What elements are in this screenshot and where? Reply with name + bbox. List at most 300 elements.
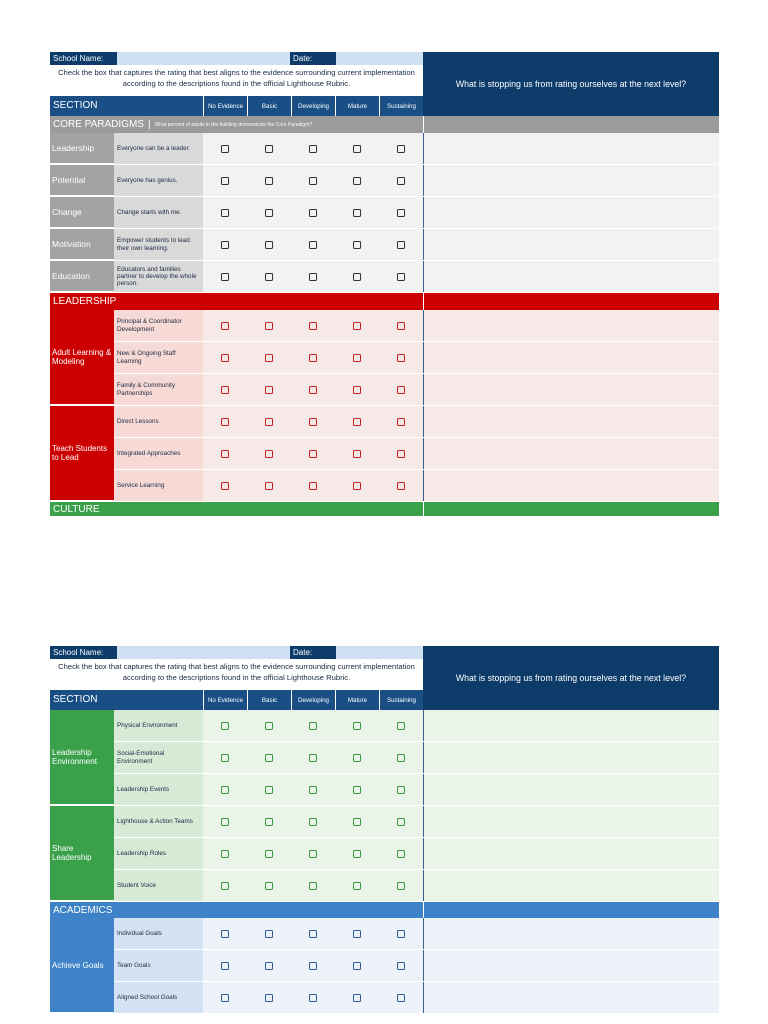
rating-checkbox-sustaining[interactable] [397,882,405,890]
checkbox-cell-mature [335,133,379,164]
rubric-row [114,806,719,838]
rating-checkbox-mature[interactable] [353,994,361,1002]
checkbox-cell-basic [247,710,291,741]
checkbox-cell-sustaining [379,870,423,901]
category-group [50,918,719,1014]
checkbox-cell-developing [291,774,335,805]
response-cell[interactable] [423,838,719,869]
column-header-row [50,96,719,116]
row-description: Integrated Approaches [114,438,203,469]
row-description: Principal & Coordinator Development [114,310,203,341]
rating-checkbox-mature[interactable] [353,882,361,890]
rating-checkbox-no-evidence[interactable] [221,386,229,394]
core-paradigm-rows [114,165,719,197]
rating-checkbox-sustaining[interactable] [397,482,405,490]
rating-checkbox-sustaining[interactable] [397,354,405,362]
rating-checkbox-mature[interactable] [353,786,361,794]
rating-checkbox-sustaining[interactable] [397,786,405,794]
academics-groups [50,918,719,1014]
rating-checkbox-basic[interactable] [265,145,273,153]
checkbox-cell-basic [247,229,291,260]
checkbox-cell-no-evidence [203,133,247,164]
core-paradigm-rows [114,261,719,293]
rubric-row [114,918,719,950]
rating-checkbox-no-evidence[interactable] [221,722,229,730]
rating-checkbox-developing[interactable] [309,930,317,938]
checkbox-cell-sustaining [379,918,423,949]
response-cell[interactable] [423,870,719,901]
date-field[interactable] [336,646,423,659]
rating-checkbox-developing[interactable] [309,177,317,185]
checkbox-cell-developing [291,229,335,260]
checkbox-cell-basic [247,165,291,196]
row-description: Empower students to lead their own learning. [114,229,203,260]
rating-checkbox-mature[interactable] [353,930,361,938]
category-group [50,406,719,502]
rating-checkbox-basic[interactable] [265,177,273,185]
rating-checkbox-mature[interactable] [353,354,361,362]
school-name-label: School Name: [50,646,117,659]
rating-checkbox-basic[interactable] [265,209,273,217]
culture-groups [50,710,719,902]
rating-checkbox-sustaining[interactable] [397,386,405,394]
response-cell[interactable] [423,710,719,741]
checkbox-cell-mature [335,838,379,869]
response-cell[interactable] [423,229,719,260]
leadership-title: LEADERSHIP [53,296,117,307]
checkbox-cell-no-evidence [203,438,247,469]
school-name-field[interactable] [117,646,290,659]
rating-checkbox-no-evidence[interactable] [221,754,229,762]
rating-checkbox-mature[interactable] [353,418,361,426]
response-cell[interactable] [423,742,719,773]
checkbox-cell-developing [291,261,335,292]
rating-checkbox-developing[interactable] [309,322,317,330]
date-label: Date: [290,52,336,65]
rating-checkbox-basic[interactable] [265,482,273,490]
rating-checkbox-basic[interactable] [265,882,273,890]
checkbox-cell-basic [247,950,291,981]
checkbox-cell-sustaining [379,165,423,196]
checkbox-cell-sustaining [379,470,423,501]
rating-header-no-evidence: No Evidence [203,96,247,116]
checkbox-cell-no-evidence [203,374,247,405]
row-description: Lighthouse & Action Teams [114,806,203,837]
rating-checkbox-basic[interactable] [265,962,273,970]
response-cell[interactable] [423,470,719,501]
rating-checkbox-developing[interactable] [309,241,317,249]
school-name-field[interactable] [117,52,290,65]
rating-checkbox-sustaining[interactable] [397,177,405,185]
rating-checkbox-developing[interactable] [309,386,317,394]
response-cell[interactable] [423,197,719,228]
checkbox-cell-developing [291,165,335,196]
rating-checkbox-mature[interactable] [353,962,361,970]
row-description: Family & Community Partnerships [114,374,203,405]
rating-checkbox-no-evidence[interactable] [221,850,229,858]
rating-checkbox-no-evidence[interactable] [221,818,229,826]
rating-checkbox-no-evidence[interactable] [221,994,229,1002]
category-rows [114,310,719,406]
rating-checkbox-basic[interactable] [265,818,273,826]
checkbox-cell-no-evidence [203,918,247,949]
checkbox-cell-basic [247,133,291,164]
checkbox-cell-basic [247,438,291,469]
rating-checkbox-sustaining[interactable] [397,273,405,281]
rating-header-no-evidence: No Evidence [203,690,247,710]
checkbox-cell-mature [335,438,379,469]
checkbox-cell-developing [291,982,335,1013]
rating-checkbox-basic[interactable] [265,418,273,426]
rating-checkbox-no-evidence[interactable] [221,209,229,217]
rubric-header [50,52,719,96]
checkbox-cell-mature [335,918,379,949]
checkbox-cell-basic [247,470,291,501]
rubric-row [114,342,719,374]
rating-checkbox-mature[interactable] [353,241,361,249]
checkbox-cell-sustaining [379,197,423,228]
checkbox-cell-basic [247,197,291,228]
rating-checkbox-mature[interactable] [353,722,361,730]
category-rows [114,710,719,806]
rating-checkbox-developing[interactable] [309,722,317,730]
checkbox-cell-sustaining [379,229,423,260]
core-paradigm-label: Motivation [50,229,114,261]
row-description: Service Learning [114,470,203,501]
rating-checkbox-mature[interactable] [353,177,361,185]
rating-checkbox-sustaining[interactable] [397,145,405,153]
rating-checkbox-sustaining[interactable] [397,818,405,826]
school-name-label: School Name: [50,52,117,65]
rubric-row [114,470,719,502]
instructions-text: Check the box that captures the rating that best aligns to the evidence surrounding current implementation according to the descriptions found in the official Lighthouse Rubric. [58,662,415,682]
checkbox-cell-no-evidence [203,470,247,501]
response-cell[interactable] [423,806,719,837]
rating-checkbox-developing[interactable] [309,418,317,426]
checkbox-cell-mature [335,950,379,981]
rating-checkbox-mature[interactable] [353,145,361,153]
checkbox-cell-no-evidence [203,342,247,373]
checkbox-cell-no-evidence [203,950,247,981]
checkbox-cell-no-evidence [203,229,247,260]
rating-header-sustaining: Sustaining [379,690,423,710]
checkbox-cell-sustaining [379,838,423,869]
rating-checkbox-no-evidence[interactable] [221,241,229,249]
checkbox-cell-sustaining [379,438,423,469]
rating-checkbox-developing[interactable] [309,754,317,762]
rating-checkbox-sustaining[interactable] [397,962,405,970]
checkbox-cell-mature [335,806,379,837]
checkbox-cell-developing [291,470,335,501]
checkbox-cell-mature [335,774,379,805]
rating-checkbox-sustaining[interactable] [397,994,405,1002]
rating-checkbox-no-evidence[interactable] [221,177,229,185]
rating-checkbox-sustaining[interactable] [397,450,405,458]
rating-checkbox-no-evidence[interactable] [221,450,229,458]
checkbox-cell-mature [335,197,379,228]
core-paradigm-group [50,261,719,293]
rubric-row [114,310,719,342]
rating-checkbox-developing[interactable] [309,354,317,362]
rating-checkbox-no-evidence[interactable] [221,354,229,362]
response-cell[interactable] [423,918,719,949]
checkbox-cell-basic [247,918,291,949]
core-paradigm-rows [114,197,719,229]
checkbox-cell-no-evidence [203,261,247,292]
checkbox-cell-mature [335,342,379,373]
checkbox-cell-no-evidence [203,870,247,901]
checkbox-cell-mature [335,229,379,260]
rating-checkbox-developing[interactable] [309,209,317,217]
checkbox-cell-basic [247,261,291,292]
row-description: Change starts with me. [114,197,203,228]
category-rows [114,806,719,902]
rating-checkbox-basic[interactable] [265,241,273,249]
checkbox-cell-no-evidence [203,774,247,805]
rating-checkbox-no-evidence[interactable] [221,418,229,426]
rating-checkbox-basic[interactable] [265,386,273,394]
academics-band-right [423,902,719,918]
category-label: Adult Learning & Modeling [50,310,114,406]
rating-checkbox-mature[interactable] [353,209,361,217]
checkbox-cell-no-evidence [203,838,247,869]
rating-checkbox-basic[interactable] [265,322,273,330]
checkbox-cell-sustaining [379,374,423,405]
rating-checkbox-basic[interactable] [265,722,273,730]
rating-checkbox-no-evidence[interactable] [221,145,229,153]
checkbox-cell-basic [247,342,291,373]
rubric-row [114,229,719,261]
rating-checkbox-no-evidence[interactable] [221,882,229,890]
checkbox-cell-developing [291,197,335,228]
rating-checkbox-sustaining[interactable] [397,322,405,330]
checkbox-cell-mature [335,406,379,437]
checkbox-cell-sustaining [379,710,423,741]
checkbox-cell-mature [335,165,379,196]
rubric-row [114,742,719,774]
row-description: Direct Lessons [114,406,203,437]
checkbox-cell-mature [335,870,379,901]
response-cell[interactable] [423,374,719,405]
checkbox-cell-developing [291,838,335,869]
leadership-band [50,293,719,310]
checkbox-cell-basic [247,374,291,405]
checkbox-cell-mature [335,470,379,501]
checkbox-cell-developing [291,950,335,981]
checkbox-cell-sustaining [379,406,423,437]
response-cell[interactable] [423,165,719,196]
rating-checkbox-no-evidence[interactable] [221,786,229,794]
checkbox-cell-developing [291,133,335,164]
culture-band-right [423,502,719,516]
rating-checkbox-no-evidence[interactable] [221,930,229,938]
rating-checkbox-basic[interactable] [265,754,273,762]
response-cell[interactable] [423,133,719,164]
rating-checkbox-sustaining[interactable] [397,209,405,217]
checkbox-cell-developing [291,310,335,341]
core-paradigms-rows [50,133,719,293]
rating-checkbox-developing[interactable] [309,273,317,281]
date-field[interactable] [336,52,423,65]
rating-header-developing: Developing [291,96,335,116]
response-cell[interactable] [423,950,719,981]
rating-checkbox-basic[interactable] [265,450,273,458]
response-cell[interactable] [423,438,719,469]
rubric-page-1 [50,52,719,516]
core-band-right [423,116,719,133]
rubric-row [114,197,719,229]
rating-checkbox-developing[interactable] [309,882,317,890]
rubric-row [114,438,719,470]
row-description: Social-Emotional Environment [114,742,203,773]
checkbox-cell-basic [247,870,291,901]
core-paradigm-group [50,133,719,165]
checkbox-cell-sustaining [379,950,423,981]
row-description: New & Ongoing Staff Learning [114,342,203,373]
row-description: Everyone can be a leader. [114,133,203,164]
rating-checkbox-sustaining[interactable] [397,850,405,858]
checkbox-cell-developing [291,806,335,837]
rating-header-basic: Basic [247,690,291,710]
response-cell[interactable] [423,982,719,1013]
rating-checkbox-developing[interactable] [309,818,317,826]
rating-checkbox-sustaining[interactable] [397,241,405,249]
row-description: Everyone has genius. [114,165,203,196]
checkbox-cell-no-evidence [203,165,247,196]
category-group [50,310,719,406]
rating-checkbox-developing[interactable] [309,482,317,490]
rating-checkbox-basic[interactable] [265,850,273,858]
rating-checkbox-no-evidence[interactable] [221,322,229,330]
rubric-header-2 [50,646,719,690]
question-header: What is stopping us from rating ourselves at the next level? [423,52,719,116]
rating-checkbox-mature[interactable] [353,386,361,394]
checkbox-cell-sustaining [379,261,423,292]
checkbox-cell-sustaining [379,133,423,164]
rating-checkbox-developing[interactable] [309,786,317,794]
checkbox-cell-no-evidence [203,806,247,837]
rating-checkbox-mature[interactable] [353,754,361,762]
rating-checkbox-sustaining[interactable] [397,722,405,730]
checkbox-cell-basic [247,982,291,1013]
rating-checkbox-mature[interactable] [353,850,361,858]
rating-checkbox-developing[interactable] [309,450,317,458]
response-cell[interactable] [423,342,719,373]
rating-checkbox-sustaining[interactable] [397,754,405,762]
core-paradigms-divider: | [147,119,151,130]
response-cell[interactable] [423,261,719,292]
row-description: Physical Environment [114,710,203,741]
rating-checkbox-no-evidence[interactable] [221,482,229,490]
rubric-page-2 [50,646,719,1014]
checkbox-cell-mature [335,310,379,341]
checkbox-cell-developing [291,870,335,901]
checkbox-cell-sustaining [379,774,423,805]
row-description: Student Voice [114,870,203,901]
rating-checkbox-mature[interactable] [353,818,361,826]
category-rows [114,406,719,502]
rating-checkbox-basic[interactable] [265,994,273,1002]
rating-checkbox-basic[interactable] [265,273,273,281]
category-label: Share Leadership [50,806,114,902]
core-paradigms-subtitle: What percent of adults in the building demonstrate the Core Paradigm? [154,121,313,128]
core-paradigm-group [50,229,719,261]
rating-checkbox-developing[interactable] [309,850,317,858]
rating-checkbox-mature[interactable] [353,450,361,458]
checkbox-cell-mature [335,742,379,773]
rating-checkbox-mature[interactable] [353,273,361,281]
core-paradigm-label: Leadership [50,133,114,165]
checkbox-cell-no-evidence [203,310,247,341]
core-paradigm-group [50,197,719,229]
academics-title: ACADEMICS [53,904,113,916]
rating-checkbox-basic[interactable] [265,786,273,794]
checkbox-cell-mature [335,710,379,741]
core-paradigm-group [50,165,719,197]
checkbox-cell-basic [247,806,291,837]
rating-header-developing: Developing [291,690,335,710]
core-paradigm-label: Change [50,197,114,229]
core-paradigm-label: Education [50,261,114,293]
question-header: What is stopping us from rating ourselves at the next level? [423,646,719,710]
checkbox-cell-mature [335,982,379,1013]
rubric-row [114,710,719,742]
rating-checkbox-no-evidence[interactable] [221,273,229,281]
rubric-row [114,165,719,197]
rating-checkbox-mature[interactable] [353,322,361,330]
rating-checkbox-developing[interactable] [309,962,317,970]
row-description: Leadership Events [114,774,203,805]
category-label: Leadership Environment [50,710,114,806]
rating-header-mature: Mature [335,96,379,116]
core-paradigms-band [50,116,719,133]
rating-checkbox-mature[interactable] [353,482,361,490]
rating-checkbox-basic[interactable] [265,930,273,938]
response-cell[interactable] [423,774,719,805]
date-label: Date: [290,646,336,659]
checkbox-cell-sustaining [379,806,423,837]
category-rows [114,918,719,1014]
category-group [50,806,719,902]
rubric-row [114,870,719,902]
rubric-row [114,838,719,870]
checkbox-cell-developing [291,742,335,773]
section-column-header: SECTION [50,96,203,116]
rubric-row [114,982,719,1014]
checkbox-cell-basic [247,742,291,773]
checkbox-cell-mature [335,374,379,405]
response-cell[interactable] [423,406,719,437]
rubric-row [114,950,719,982]
checkbox-cell-basic [247,310,291,341]
checkbox-cell-no-evidence [203,710,247,741]
rating-checkbox-developing[interactable] [309,994,317,1002]
culture-title: CULTURE [53,503,100,515]
checkbox-cell-basic [247,838,291,869]
checkbox-cell-developing [291,918,335,949]
rating-checkbox-developing[interactable] [309,145,317,153]
rating-checkbox-sustaining[interactable] [397,930,405,938]
checkbox-cell-developing [291,710,335,741]
row-description: Team Goals [114,950,203,981]
rubric-row [114,133,719,165]
rating-checkbox-no-evidence[interactable] [221,962,229,970]
response-cell[interactable] [423,310,719,341]
category-group [50,710,719,806]
rating-header-sustaining: Sustaining [379,96,423,116]
rating-checkbox-sustaining[interactable] [397,418,405,426]
rating-checkbox-basic[interactable] [265,354,273,362]
